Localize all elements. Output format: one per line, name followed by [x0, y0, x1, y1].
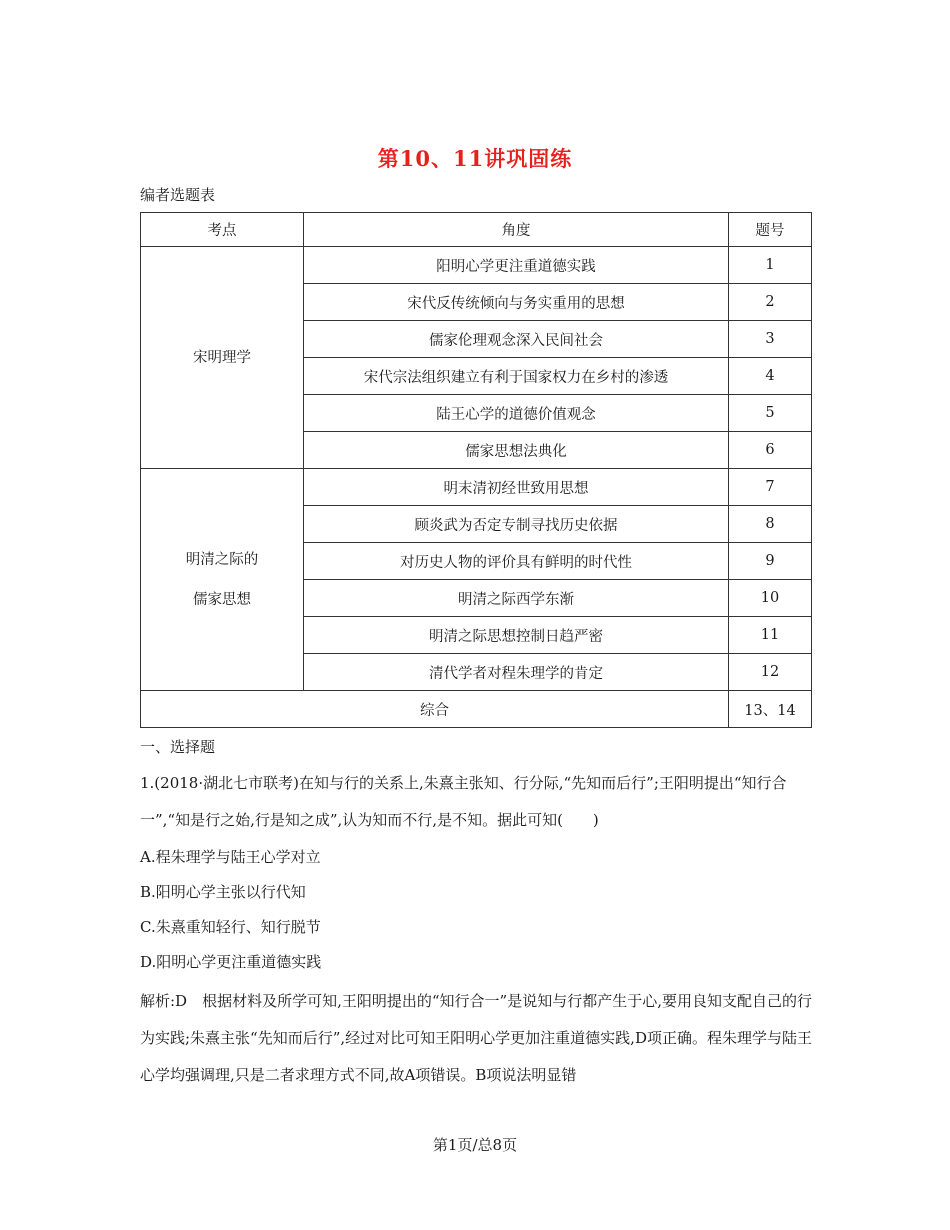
number-cell: 5 — [729, 395, 812, 432]
angle-cell: 阳明心学更注重道德实践 — [304, 247, 729, 284]
angle-cell: 宋代宗法组织建立有利于国家权力在乡村的渗透 — [304, 358, 729, 395]
table-row — [141, 469, 812, 506]
number-cell: 4 — [729, 358, 812, 395]
header-tihao: 题号 — [729, 213, 812, 247]
summary-label: 综合 — [141, 691, 729, 728]
number-cell: 2 — [729, 284, 812, 321]
option-d: D.阳明心学更注重道德实践 — [140, 953, 322, 971]
table-row — [141, 247, 812, 284]
table-caption: 编者选题表 — [140, 186, 216, 204]
number-cell: 8 — [729, 506, 812, 543]
angle-cell: 明清之际西学东渐 — [304, 580, 729, 617]
number-cell: 7 — [729, 469, 812, 506]
topic-table — [140, 212, 812, 728]
number-cell: 9 — [729, 543, 812, 580]
angle-cell: 顾炎武为否定专制寻找历史依据 — [304, 506, 729, 543]
number-cell: 1 — [729, 247, 812, 284]
page-footer: 第1页/总8页 — [432, 1136, 518, 1154]
topic-line: 儒家思想 — [193, 591, 251, 608]
angle-cell: 清代学者对程朱理学的肯定 — [304, 654, 729, 691]
angle-cell: 对历史人物的评价具有鲜明的时代性 — [304, 543, 729, 580]
topic-line: 明清之际的 — [185, 551, 259, 568]
topic-line: 宋明理学 — [193, 349, 251, 366]
number-cell: 6 — [729, 432, 812, 469]
answer-analysis: 解析:D 根据材料及所学可知,王阳明提出的“知行合一”是说知与行都产生于心,要用良知支配自己的行为实践;朱熹主张“先知而后行”,经过对比可知王阳明心学更加注重道德实践,D项正确。程朱理学与陆王心学均强调理,只是二者求理方式不同,故A项错误。B项说法明显错 — [140, 992, 812, 1084]
angle-cell: 儒家思想法典化 — [304, 432, 729, 469]
summary-number: 13、14 — [729, 691, 812, 728]
angle-cell: 明末清初经世致用思想 — [304, 469, 729, 506]
topic-cell — [141, 247, 304, 469]
table-header-row — [141, 213, 812, 247]
angle-cell: 儒家伦理观念深入民间社会 — [304, 321, 729, 358]
number-cell: 12 — [729, 654, 812, 691]
number-cell: 3 — [729, 321, 812, 358]
summary-row — [141, 691, 812, 728]
page-title: 第10、11讲巩固练 — [377, 146, 573, 171]
header-kaodian: 考点 — [141, 213, 304, 247]
topic-cell — [141, 469, 304, 691]
option-c: C.朱熹重知轻行、知行脱节 — [140, 918, 321, 936]
option-a: A.程朱理学与陆王心学对立 — [140, 848, 321, 866]
angle-cell: 宋代反传统倾向与务实重用的思想 — [304, 284, 729, 321]
option-b: B.阳明心学主张以行代知 — [140, 883, 306, 901]
number-cell: 11 — [729, 617, 812, 654]
number-cell: 10 — [729, 580, 812, 617]
header-jiaodu: 角度 — [304, 213, 729, 247]
angle-cell: 陆王心学的道德价值观念 — [304, 395, 729, 432]
question-stem: 1.(2018·湖北七市联考)在知与行的关系上,朱熹主张知、行分际,“先知而后行”;王阳明提出“知行合一”,“知是行之始,行是知之成”,认为知而不行,是不知。据此可知( ) — [140, 774, 787, 829]
angle-cell: 明清之际思想控制日趋严密 — [304, 617, 729, 654]
section-heading: 一、选择题 — [140, 738, 216, 756]
